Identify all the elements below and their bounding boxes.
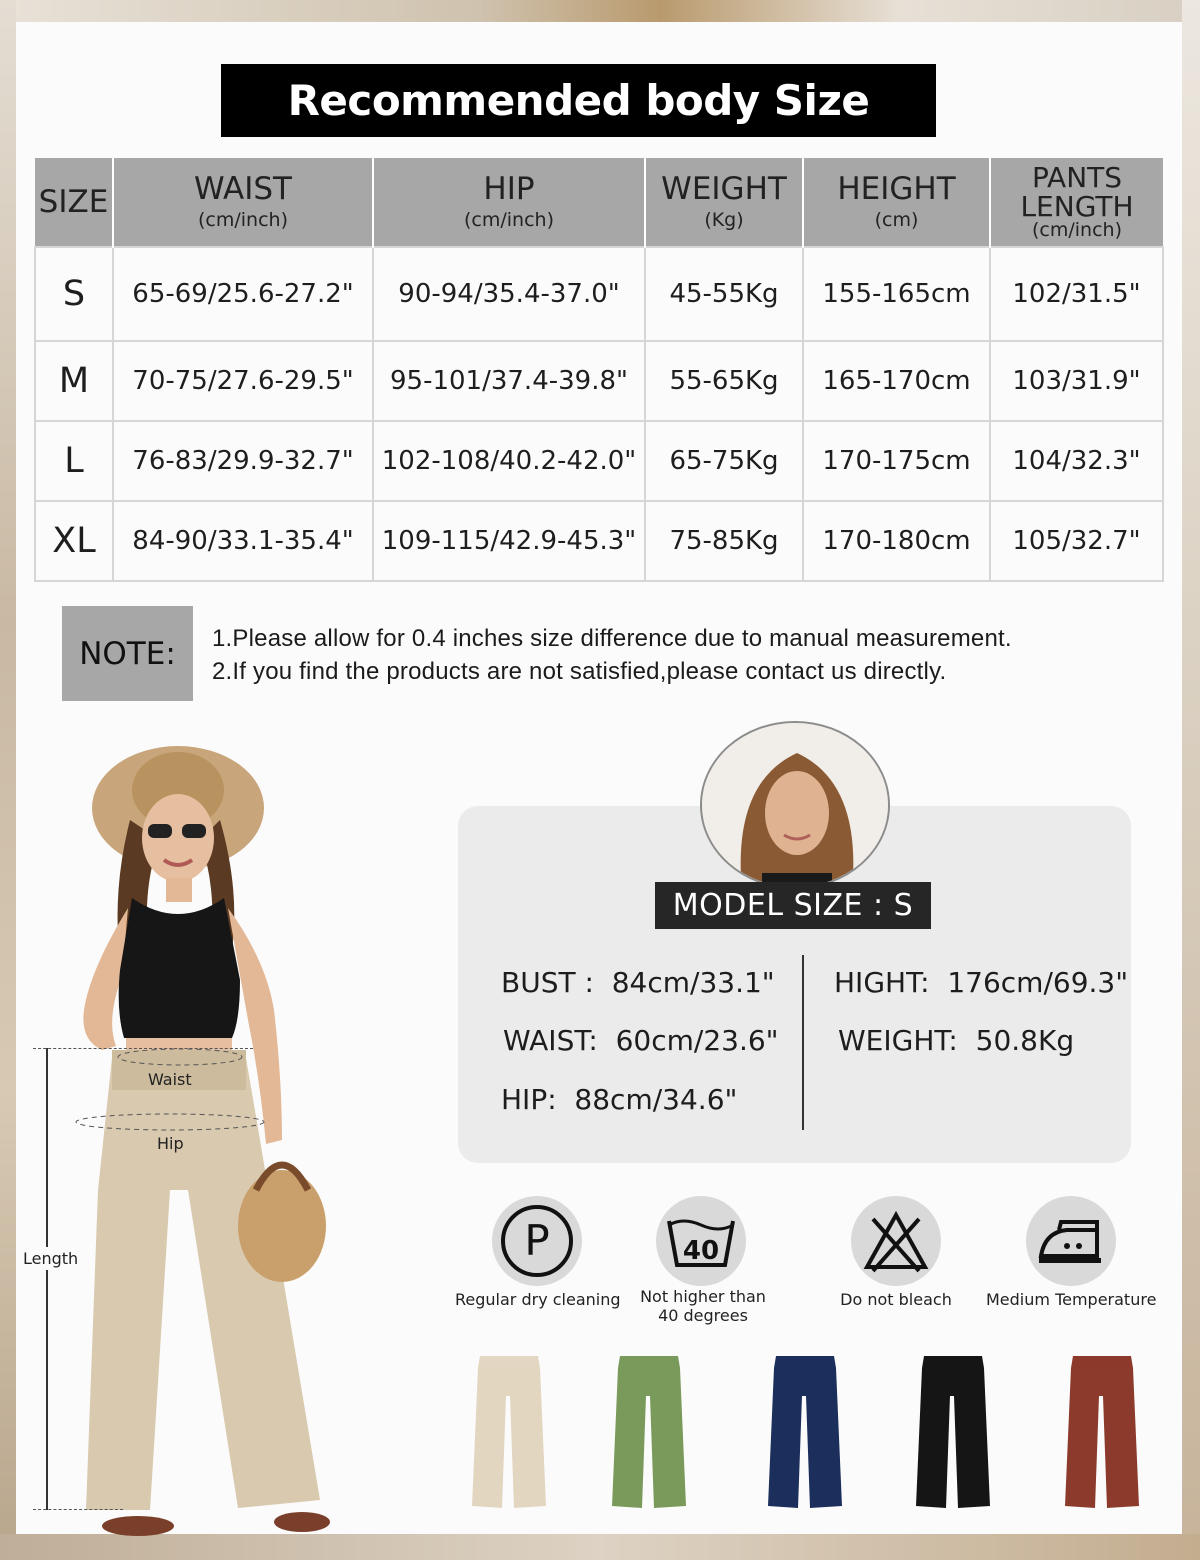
table-cell: 109-115/42.9-45.3"	[373, 501, 645, 581]
care-label-iron: Medium Temperature	[986, 1290, 1157, 1309]
care-label-bleach: Do not bleach	[840, 1290, 952, 1309]
table-cell: 102-108/40.2-42.0"	[373, 421, 645, 501]
table-cell: 170-180cm	[803, 501, 990, 581]
table-row	[35, 341, 1163, 421]
background-left	[0, 0, 16, 1560]
table-row	[35, 501, 1163, 581]
table-row	[35, 421, 1163, 501]
care-label-wash-line2: 40 degrees	[658, 1306, 748, 1325]
table-row	[35, 247, 1163, 341]
model-height: HIGHT: 176cm/69.3"	[834, 966, 1129, 999]
table-cell: 65-69/25.6-27.2"	[113, 247, 373, 341]
note-label: NOTE:	[62, 606, 193, 701]
table-cell: 103/31.9"	[990, 341, 1163, 421]
dry-clean-p-icon	[492, 1196, 582, 1286]
model-avatar	[700, 721, 890, 889]
note-line: 2.If you find the products are not satisfied,please contact us directly.	[212, 658, 947, 685]
table-cell-size: L	[35, 421, 113, 501]
size-table	[34, 158, 1164, 582]
page-title: Recommended body Size	[221, 64, 936, 137]
table-cell: 55-65Kg	[645, 341, 803, 421]
length-guide-bottom	[33, 1509, 123, 1510]
header-hip: HIP (cm/inch)	[373, 158, 645, 247]
wash-40-icon	[656, 1196, 746, 1286]
header-height: HEIGHT (cm)	[803, 158, 990, 247]
care-label-wash	[632, 1287, 774, 1325]
table-cell-size: M	[35, 341, 113, 421]
note-line: 1.Please allow for 0.4 inches size difference due to manual measurement.	[212, 625, 1012, 652]
table-cell: 75-85Kg	[645, 501, 803, 581]
table-cell: 105/32.7"	[990, 501, 1163, 581]
header-weight: WEIGHT (Kg)	[645, 158, 803, 247]
header-pants-length: PANTS LENGTH (cm/inch)	[990, 158, 1163, 247]
svg-text:P: P	[524, 1216, 550, 1265]
model-waist: WAIST: 60cm/23.6"	[503, 1024, 779, 1057]
table-cell: 102/31.5"	[990, 247, 1163, 341]
model-photo	[20, 720, 440, 1540]
length-label: Length	[23, 1249, 79, 1268]
table-cell: 65-75Kg	[645, 421, 803, 501]
table-cell-size: S	[35, 247, 113, 341]
waist-label: Waist	[148, 1070, 192, 1089]
table-cell: 95-101/37.4-39.8"	[373, 341, 645, 421]
table-cell: 104/32.3"	[990, 421, 1163, 501]
care-label-dry-clean: Regular dry cleaning	[455, 1290, 621, 1309]
panel-divider	[802, 955, 804, 1130]
iron-medium-icon	[1026, 1196, 1116, 1286]
length-guide-line	[46, 1048, 48, 1510]
care-label-wash-line1: Not higher than	[640, 1287, 766, 1306]
header-waist: WAIST (cm/inch)	[113, 158, 373, 247]
table-cell: 165-170cm	[803, 341, 990, 421]
svg-text:40: 40	[682, 1236, 720, 1266]
color-swatch-green[interactable]	[610, 1356, 688, 1512]
model-hip: HIP: 88cm/34.6"	[501, 1083, 738, 1116]
background-right	[1182, 0, 1200, 1560]
color-swatch-rust[interactable]	[1063, 1356, 1141, 1512]
table-cell: 76-83/29.9-32.7"	[113, 421, 373, 501]
no-bleach-icon	[851, 1196, 941, 1286]
color-swatch-beige[interactable]	[470, 1356, 548, 1512]
table-cell: 170-175cm	[803, 421, 990, 501]
table-cell: 84-90/33.1-35.4"	[113, 501, 373, 581]
note-text	[212, 622, 1012, 688]
header-size: SIZE	[35, 158, 113, 247]
table-cell: 155-165cm	[803, 247, 990, 341]
color-swatch-black[interactable]	[914, 1356, 992, 1512]
table-cell: 45-55Kg	[645, 247, 803, 341]
color-swatch-navy[interactable]	[766, 1356, 844, 1512]
hip-label: Hip	[157, 1134, 184, 1153]
model-size-badge: MODEL SIZE : S	[655, 882, 931, 929]
table-cell: 90-94/35.4-37.0"	[373, 247, 645, 341]
table-header-row	[35, 158, 1163, 247]
model-weight: WEIGHT: 50.8Kg	[838, 1024, 1075, 1057]
table-cell: 70-75/27.6-29.5"	[113, 341, 373, 421]
table-cell-size: XL	[35, 501, 113, 581]
length-guide-top	[33, 1048, 253, 1049]
model-bust: BUST : 84cm/33.1"	[501, 966, 775, 999]
